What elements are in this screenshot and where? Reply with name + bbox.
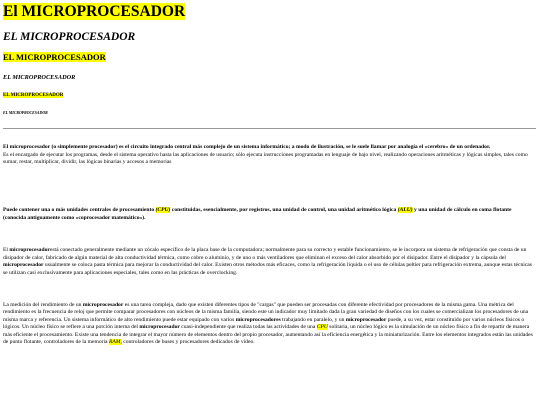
paragraph-definition <box>3 144 533 166</box>
alu-highlight: (ALU) <box>397 207 413 214</box>
heading-6: EL MICROPROCESADOR <box>3 110 48 115</box>
heading-3: EL MICROPROCESADOR <box>3 52 106 63</box>
definition-text: El microprocesador (o simplemente procesador) es el circuito integrado central más complejo de un sistema informático; a modo de ilustración, se le suele llamar por analogía el «cerebro» de un ordenador. <box>3 144 491 151</box>
cpu-highlight-2: CPU <box>316 324 328 331</box>
heading-5: EL MICROPROCESADOR <box>3 93 64 99</box>
paragraph-performance: La medición del rendimiento de un microprocesador es una tarea compleja, dado que existen diferentes tipos de "cargas" que pueden ser procesadas con diferente efectividad por procesadores de la misma gama. Una métrica del rendimiento es la frecuencia de reloj que permite comparar procesadores con núcleos de la misma familia, siendo este un indicador muy limitado dada la gran variedad de diseños con los cuales se comercializan los procesadores de una misma marca y referencia. Un sistema informático de alto rendimiento puede estar equipado con varios microprocesadores trabajando en paralelo, y un microprocesador puede, a su vez, estar constituido por varios núcleos físicos o lógicos. Un núcleo físico se refiere a una porción interna del microprocesador cuasi-independiente que realiza todas las actividades de una CPU solitaria, un núcleo lógico es la simulación de un núcleo físico a fin de repartir de manera más eficiente el procesamiento. Existe una tendencia de integrar el mayor número de elementos dentro del propio procesador, aumentando así la eficiencia energética y la miniaturización. Entre los elementos integrados están las unidades de punto flotante, controladores de la memoria RAM, controladores de buses y procesadores dedicados de vídeo. <box>3 301 533 345</box>
heading-1: El MICROPROCESADOR <box>3 3 186 20</box>
horizontal-rule <box>3 128 536 129</box>
cpu-highlight: (CPU) <box>155 207 171 214</box>
function-text: Es el encargado de ejecutar los programas, desde el sistema operativo hasta las aplicaciones de usuario; sólo ejecuta instrucciones programadas en lenguaje de bajo nivel, realizando operaciones aritméticas y lógicas simples, tales como sumar, restar, multiplicar, dividir, las lógicas binarias y accesos a memorias <box>3 151 528 166</box>
paragraph-components: Puede contener una o más unidades centrales de procesamiento (CPU) constituidas, esencialmente, por registros, una unidad de control, una unidad aritmético lógica (ALU) y una unidad de cálculo en coma flotante (conocida antiguamente como «coprocesador matemático»). <box>3 207 512 221</box>
heading-2: EL MICROPROCESADOR <box>3 30 136 43</box>
heading-4: EL MICROPROCESADOR <box>3 73 76 81</box>
paragraph-cooling: El microprocesadorestá conectado generalmente mediante un zócalo específico de la placa base de la computadora; normalmente para su correcto y estable funcionamiento, se le incorpora un sistema de refrigeración que consta de un disipador de calor, fabricado de algún material de alta conductividad térmica, como cobre o aluminio, y de uno o más ventiladores que eliminan el exceso del calor absorbido por el disipador. Entre el disipador y la cápsula del microprocesador usualmente se coloca pasta térmica para mejorar la conductividad del calor. Existen otros métodos más eficaces, como la refrigeración líquida o el uso de células peltier para refrigeración extrema, aunque estas técnicas se utilizan casi exclusivamente para aplicaciones especiales, tales como en las prácticas de overclocking. <box>3 247 532 276</box>
ram-highlight: RAM, <box>108 338 122 345</box>
